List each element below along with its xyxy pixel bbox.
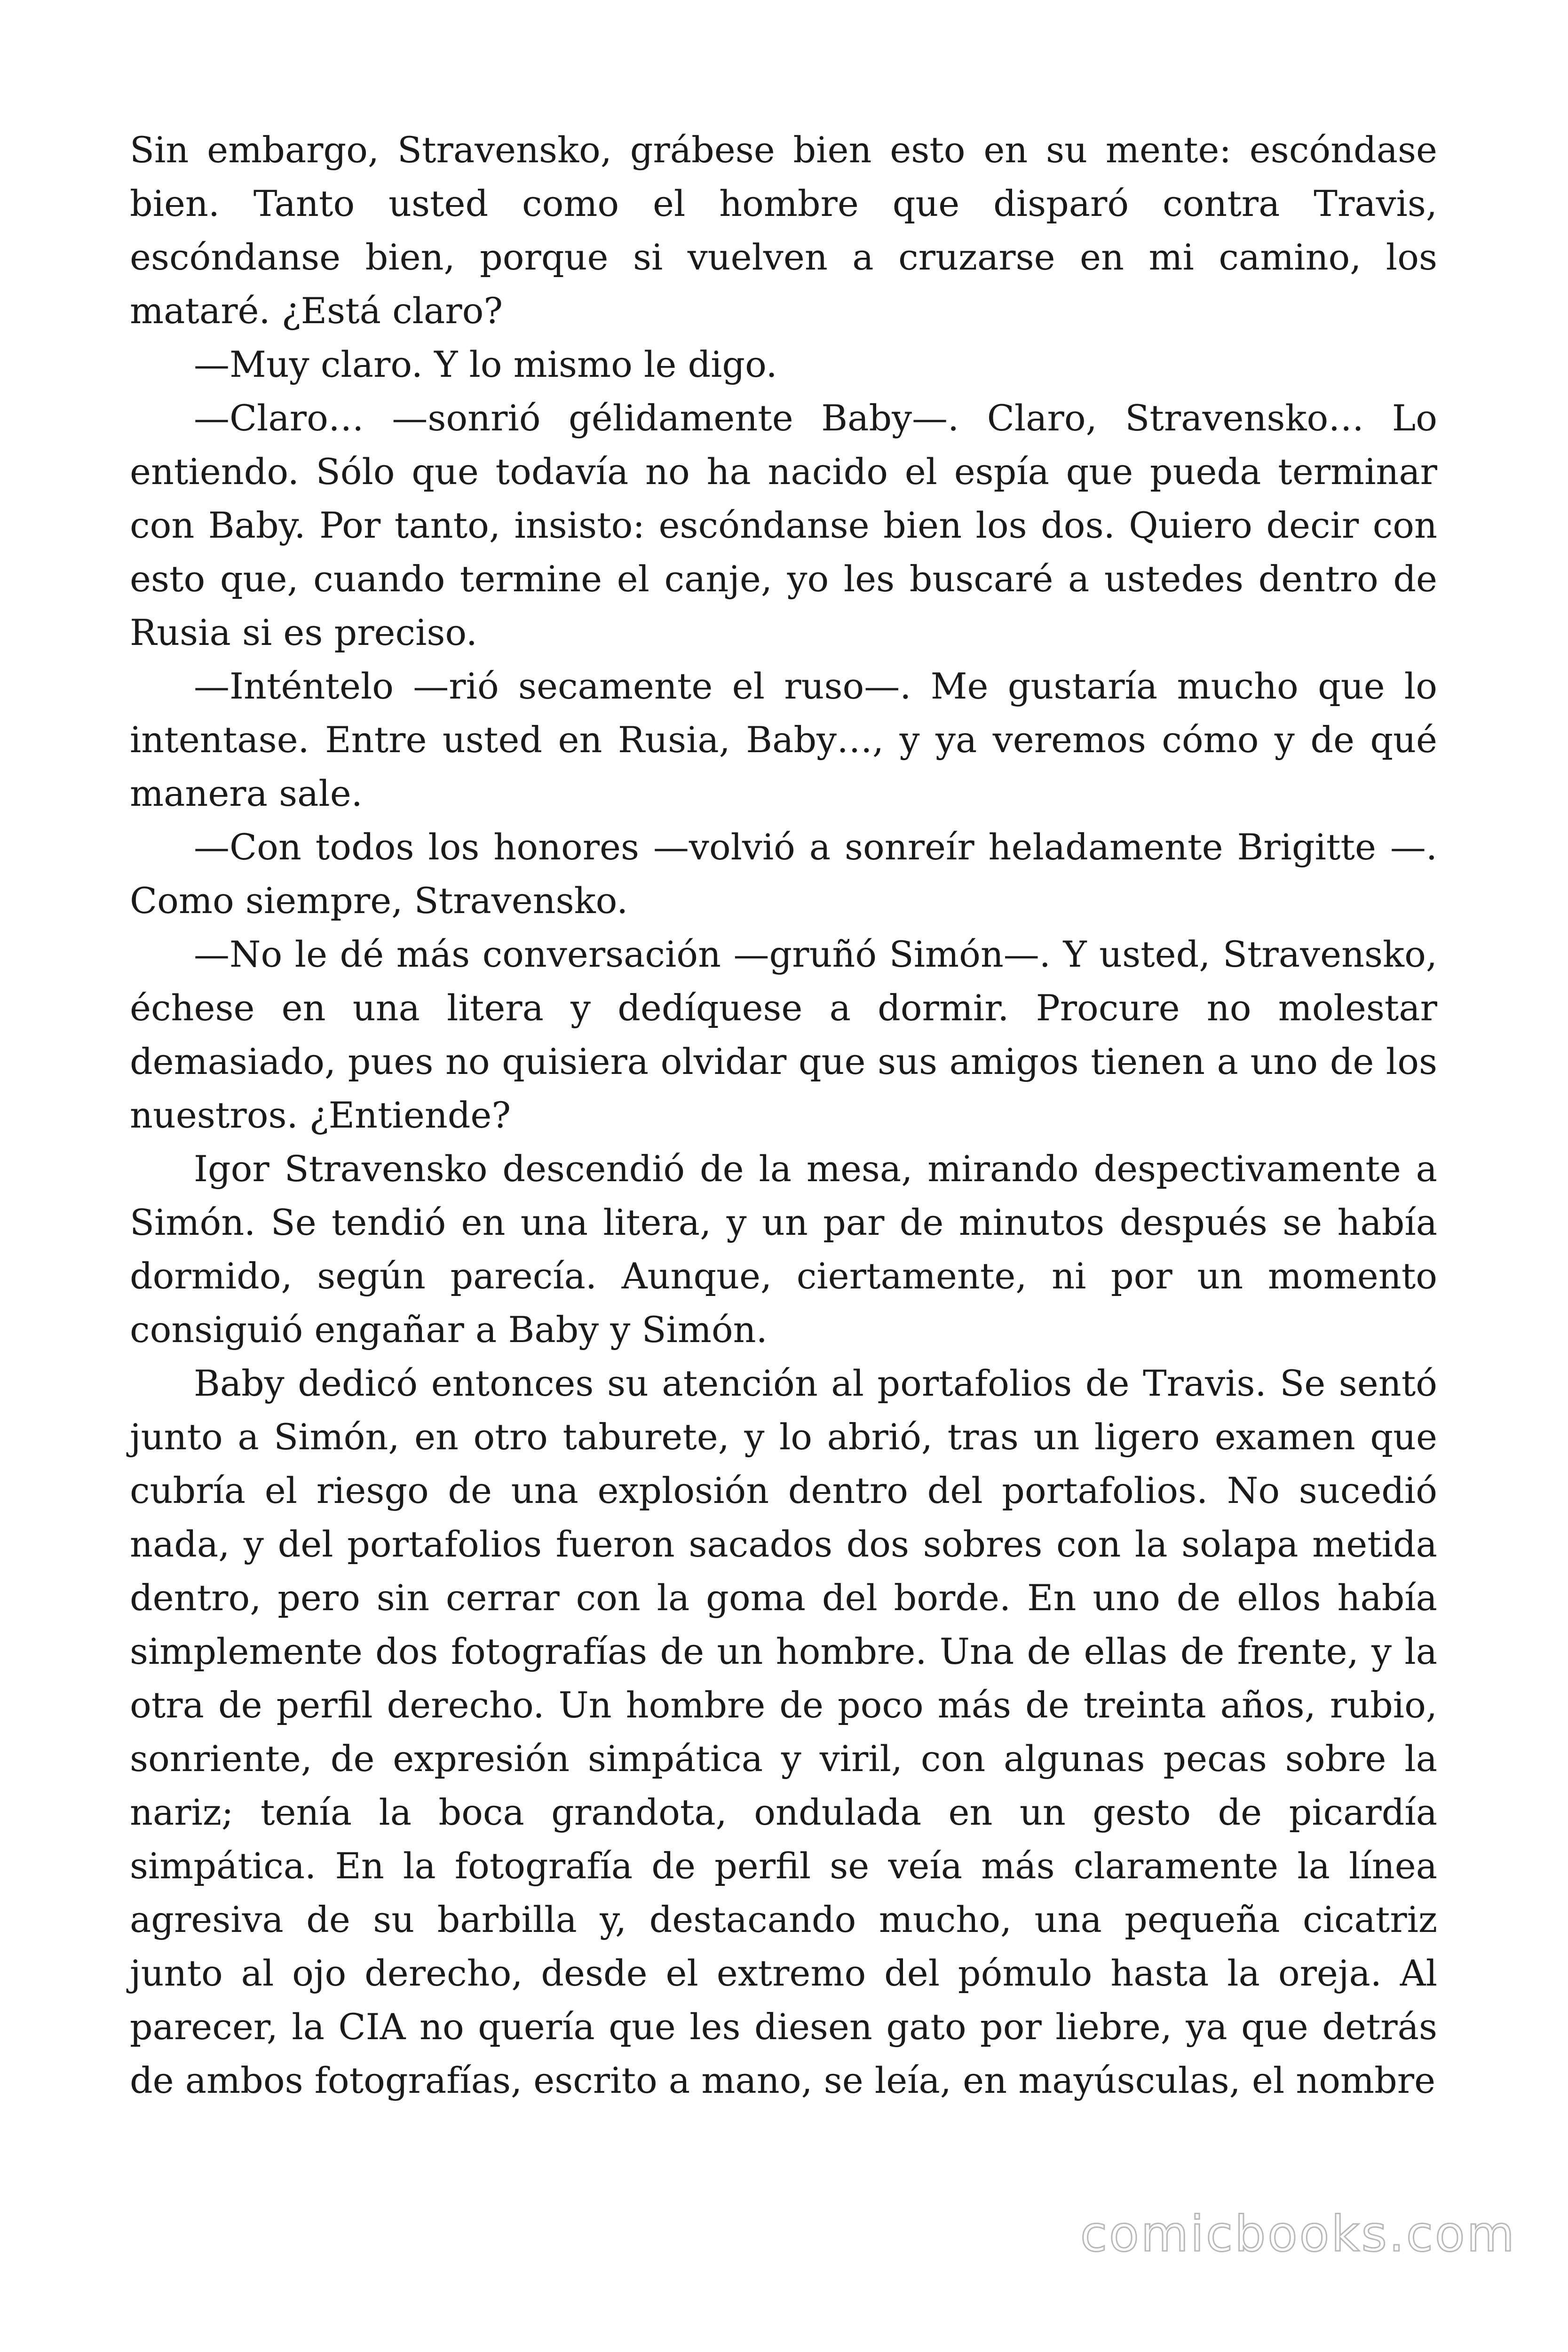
paragraph: —No le dé más conversación —gruñó Simón—. Y usted, Stravensko, échese en una litera y dedíquese a dormir. Procure no molestar demasiado, pues no quisiera olvidar que sus amigos tienen a uno de los nuestros. ¿Entiende?	[130, 933, 1437, 1136]
watermark: comicbooks.com	[1080, 2205, 1516, 2263]
paragraph: Baby dedicó entonces su atención al portafolios de Travis. Se sentó junto a Simón, en otro taburete, y lo abrió, tras un ligero examen que cubría el riesgo de una explosión dentro del portafolios. No sucedió nada, y del portafolios fueron sacados dos sobres con la solapa metida dentro, pero sin cerrar con la goma del borde. En uno de ellos había simplemente dos fotografías de un hombre. Una de ellas de frente, y la otra de perfil derecho. Un hombre de poco más de treinta años, rubio, sonriente, de expresión simpática y viril, con algunas pecas sobre la nariz; tenía la boca grandota, ondulada en un gesto de picardía simpática. En la fotografía de perfil se veía más claramente la línea agresiva de su barbilla y, destacando mucho, una pequeña cicatriz junto al ojo derecho, desde el extremo del pómulo hasta la oreja. Al parecer, la CIA no quería que les diesen gato por liebre, ya que detrás de ambos fotografías, escrito a mano, se leía, en mayúsculas, el nombre	[130, 1362, 1437, 2101]
book-page-text	[130, 123, 1437, 2107]
paragraph: —Con todos los honores —volvió a sonreír heladamente Brigitte —. Como siempre, Stravensko.	[130, 826, 1437, 922]
paragraph: —Inténtelo —rió secamente el ruso—. Me gustaría mucho que lo intentase. Entre usted en Rusia, Baby…, y ya veremos cómo y de qué manera sale.	[130, 665, 1437, 814]
paragraph: —Claro… —sonrió gélidamente Baby—. Claro, Stravensko… Lo entiendo. Sólo que todavía no ha nacido el espía que pueda terminar con Baby. Por tanto, insisto: escóndanse bien los dos. Quiero decir con esto que, cuando termine el canje, yo les buscaré a ustedes dentro de Rusia si es preciso.	[130, 397, 1437, 653]
paragraph: —Muy claro. Y lo mismo le digo.	[194, 343, 777, 385]
paragraph: Sin embargo, Stravensko, grábese bien esto en su mente: escóndase bien. Tanto usted como el hombre que disparó contra Travis, escóndanse bien, porque si vuelven a cruzarse en mi camino, los mataré. ¿Está claro?	[130, 129, 1437, 332]
paragraph: Igor Stravensko descendió de la mesa, mirando despectivamente a Simón. Se tendió en una litera, y un par de minutos después se había dormido, según parecía. Aunque, ciertamente, ni por un momento consiguió engañar a Baby y Simón.	[130, 1148, 1437, 1351]
